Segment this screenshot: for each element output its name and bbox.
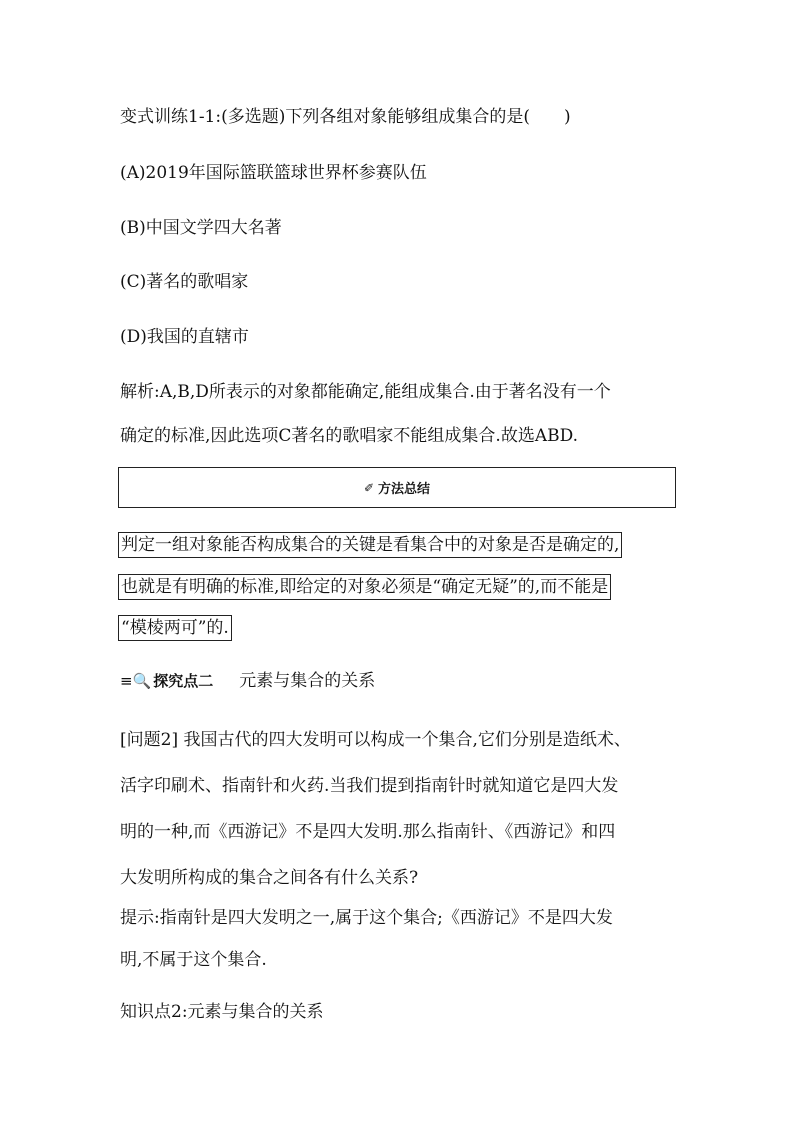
question2-line-2: 活字印刷术、指南针和火药.当我们提到指南针时就知道它是四大发 — [120, 776, 619, 796]
option-c: (C)著名的歌唱家 — [120, 272, 249, 292]
option-a: (A)2019年国际篮联篮球世界杯参赛队伍 — [120, 163, 427, 183]
knowledge-point: 知识点2:元素与集合的关系 — [120, 1002, 324, 1022]
magnifier-icon: ≡🔍 — [120, 672, 152, 690]
exercise-question: 变式训练1-1:(多选题)下列各组对象能够组成集合的是( ) — [120, 107, 571, 127]
question2-line-1: [问题2] 我国古代的四大发明可以构成一个集合,它们分别是造纸术、 — [120, 730, 631, 750]
explore-heading — [120, 669, 375, 693]
method-summary-header — [118, 467, 676, 508]
hint-line-2: 明,不属于这个集合. — [120, 950, 267, 970]
summary-line-3: “模棱两可”的. — [118, 615, 232, 641]
analysis-line-1: 解析:A,B,D所表示的对象都能确定,能组成集合.由于著名没有一个 — [120, 382, 611, 402]
summary-line-2: 也就是有明确的标准,即给定的对象必须是“确定无疑”的,而不能是 — [118, 574, 611, 600]
question2-line-4: 大发明所构成的集合之间各有什么关系? — [120, 868, 419, 888]
summary-line-1: 判定一组对象能否构成集合的关键是看集合中的对象是否是确定的, — [118, 532, 622, 558]
method-summary-title: 方法总结 — [378, 482, 431, 497]
explore-title: 元素与集合的关系 — [239, 671, 376, 691]
explore-tag: 探究点二 — [153, 672, 214, 690]
option-b: (B)中国文学四大名著 — [120, 218, 282, 238]
pen-icon: ✐ — [363, 480, 375, 495]
option-d: (D)我国的直辖市 — [120, 327, 249, 347]
question2-line-3: 明的一种,而《西游记》不是四大发明.那么指南针、《西游记》和四 — [120, 822, 616, 842]
analysis-line-2: 确定的标准,因此选项C著名的歌唱家不能组成集合.故选ABD. — [120, 426, 579, 446]
hint-line-1: 提示:指南针是四大发明之一,属于这个集合;《西游记》不是四大发 — [120, 908, 613, 928]
